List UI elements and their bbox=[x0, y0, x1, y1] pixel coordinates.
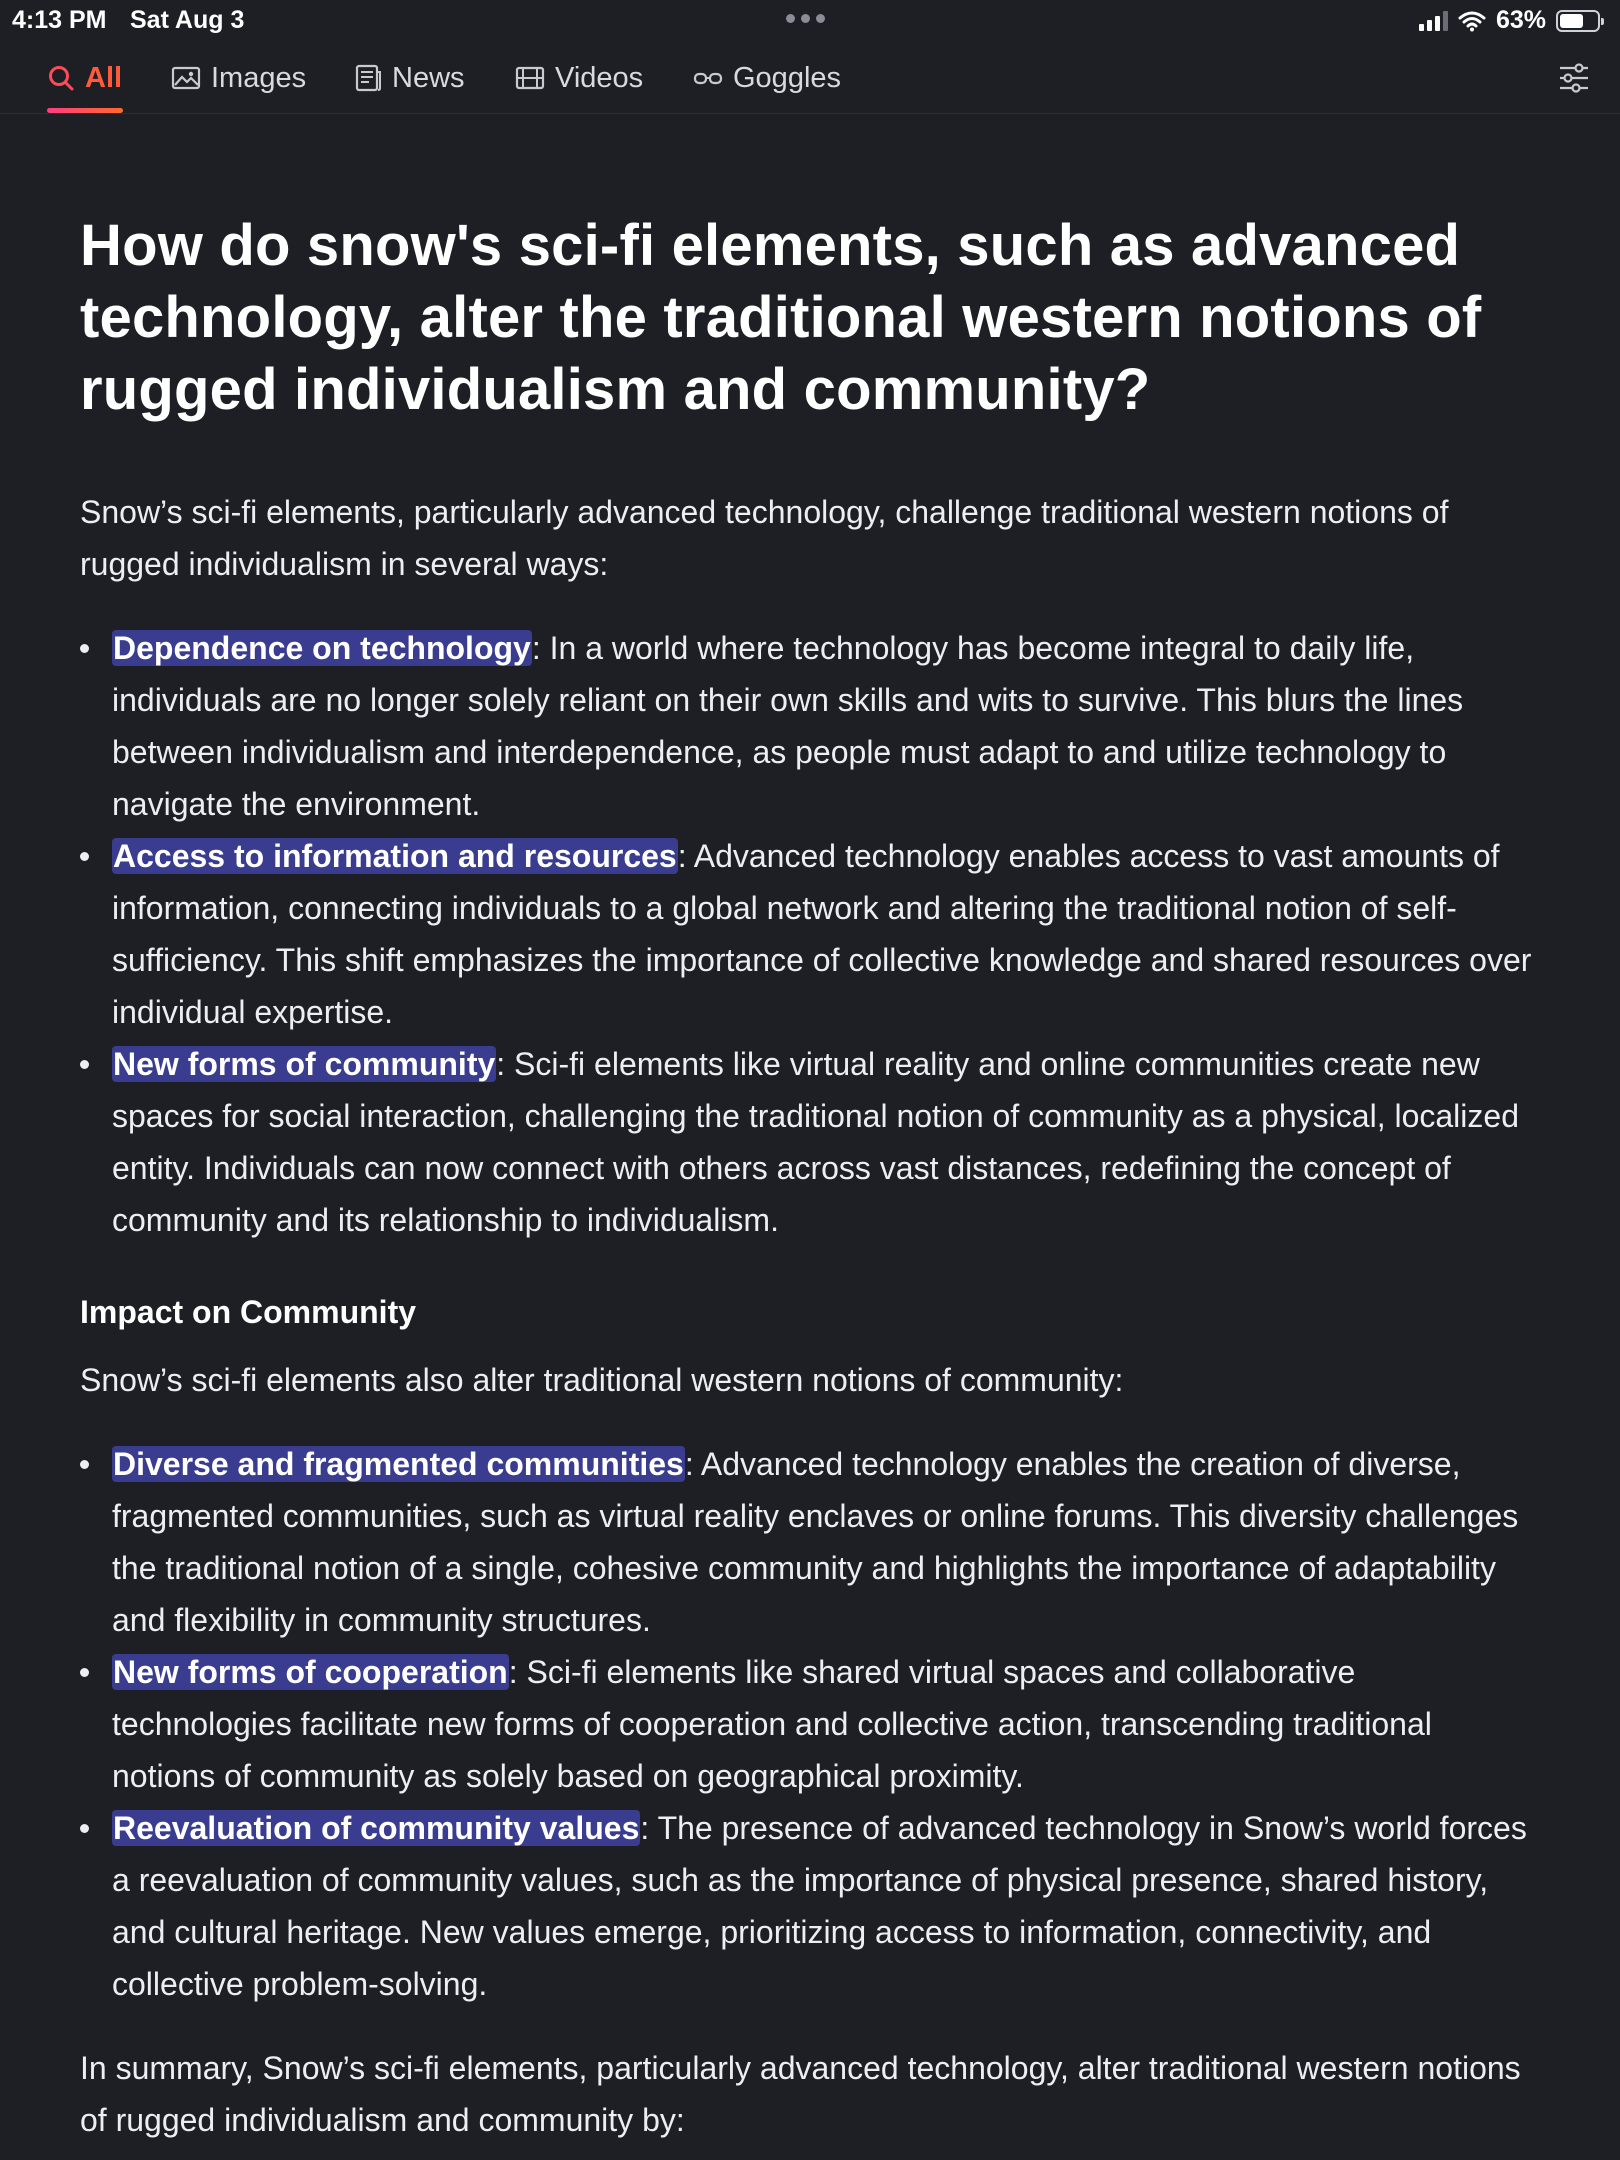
community-list bbox=[80, 1438, 1540, 2010]
intro-paragraph: Snow’s sci-fi elements, particularly advanced technology, challenge traditional western notions of rugged individualism in several ways: bbox=[80, 494, 1449, 582]
tab-goggles-label: Goggles bbox=[733, 61, 842, 94]
image-icon bbox=[171, 65, 201, 91]
status-date: Sat Aug 3 bbox=[130, 6, 245, 34]
highlighted-term[interactable]: Diverse and fragmented communities bbox=[113, 1446, 684, 1482]
list-item bbox=[112, 1438, 1540, 1646]
list-item bbox=[112, 830, 1540, 1038]
tab-all[interactable] bbox=[47, 58, 122, 98]
film-icon bbox=[515, 65, 545, 91]
highlighted-term[interactable]: New forms of cooperation bbox=[113, 1654, 508, 1690]
list-item bbox=[112, 1038, 1540, 1246]
highlighted-term[interactable]: New forms of community bbox=[113, 1046, 496, 1082]
wifi-icon bbox=[1458, 10, 1486, 32]
highlighted-term[interactable]: Access to information and resources bbox=[113, 838, 677, 874]
battery-percent: 63% bbox=[1495, 6, 1546, 34]
list-item bbox=[112, 1802, 1540, 2010]
list-item-text: : Sci-fi elements like virtual reality and online communities create new spaces for social interaction, challenging the traditional notion of community as a physical, localized entity. Individuals can now connect with others across vast distances, redefining the concept of community and its relationship to individualism. bbox=[112, 1046, 1519, 1238]
section-intro-paragraph: Snow’s sci-fi elements also alter traditional western notions of community: bbox=[80, 1362, 1124, 1398]
goggles-icon bbox=[693, 67, 723, 89]
search-icon bbox=[47, 64, 75, 92]
section-heading: Impact on Community bbox=[80, 1294, 417, 1330]
tab-videos-label: Videos bbox=[555, 61, 644, 94]
page-title: How do snow's sci-fi elements, such as advanced technology, alter the traditional western notions of rugged individualism and community? bbox=[80, 213, 1482, 422]
search-tab-bar bbox=[0, 40, 1620, 114]
highlighted-term[interactable]: Reevaluation of community values bbox=[113, 1810, 640, 1846]
tab-all-label: All bbox=[85, 61, 123, 94]
active-tab-indicator bbox=[47, 108, 123, 113]
tab-images[interactable] bbox=[171, 58, 306, 98]
tab-videos[interactable] bbox=[515, 58, 643, 98]
cellular-signal-icon bbox=[1419, 11, 1448, 31]
answer-content bbox=[80, 210, 1540, 2146]
list-item bbox=[112, 1646, 1540, 1802]
tab-news-label: News bbox=[392, 61, 465, 94]
list-item-text: : Advanced technology enables the creation of diverse, fragmented communities, such as virtual reality enclaves or online forums. This diversity challenges the traditional notion of a single, cohesive community and highlights the importance of adaptability and flexibility in community structures. bbox=[112, 1446, 1519, 1638]
battery-icon bbox=[1556, 10, 1600, 32]
tab-images-label: Images bbox=[211, 61, 307, 94]
status-time: 4:13 PM bbox=[12, 6, 107, 34]
tab-goggles[interactable] bbox=[693, 58, 841, 98]
list-item-text: : In a world where technology has become integral to daily life, individuals are no longer solely reliant on their own skills and wits to survive. This blurs the lines between individualism and interdependence, as people must adapt to and utilize technology to navigate the environment. bbox=[112, 630, 1464, 822]
tab-news[interactable] bbox=[354, 58, 465, 98]
list-item-text: : Advanced technology enables access to vast amounts of information, connecting individuals to a global network and altering the traditional notion of self-sufficiency. This shift emphasizes the importance of collective knowledge and shared resources over individual expertise. bbox=[112, 838, 1532, 1030]
multitasking-dots-icon[interactable] bbox=[786, 14, 825, 23]
news-icon bbox=[354, 64, 382, 92]
list-item-text: : Sci-fi elements like shared virtual spaces and collaborative technologies facilitate new forms of cooperation and collective action, transcending traditional notions of community as solely based on geographical proximity. bbox=[112, 1654, 1432, 1794]
list-item-text: : The presence of advanced technology in Snow’s world forces a reevaluation of community values, such as the importance of physical presence, shared history, and cultural heritage. New values emerge, prioritizing access to information, connectivity, and collective problem-solving. bbox=[112, 1810, 1527, 2002]
individualism-list bbox=[80, 622, 1540, 1246]
summary-paragraph: In summary, Snow’s sci-fi elements, particularly advanced technology, alter traditional western notions of rugged individualism and community by: bbox=[80, 2050, 1521, 2138]
highlighted-term[interactable]: Dependence on technology bbox=[113, 630, 531, 666]
filter-settings-icon[interactable] bbox=[1556, 60, 1592, 96]
list-item bbox=[112, 622, 1540, 830]
status-bar bbox=[0, 0, 1620, 40]
